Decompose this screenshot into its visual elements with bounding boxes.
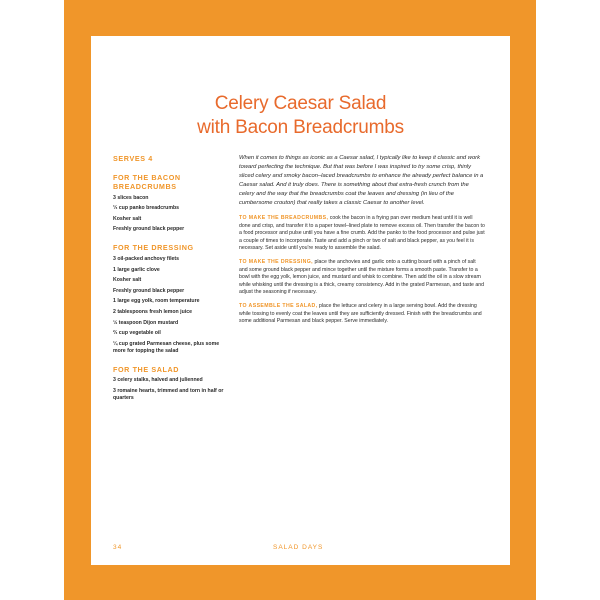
ingredient-item: Freshly ground black pepper <box>113 287 185 294</box>
serves-label: SERVES 4 <box>113 154 153 163</box>
running-title: SALAD DAYS <box>273 544 324 551</box>
ingredient-item: ⅓ cup panko breadcrumbs <box>113 205 180 212</box>
intro-paragraph: When it comes to things as iconic as a Caesar salad, I typically like to keep it classic and work toward perfecting the technique. But that was before I was inspired to try some crisp, thinly sliced celery and smoky bacon–laced breadcrumbs to enhance the already perfect balance in a Caesar salad. And it truly does. There is something about that extra-fresh crunch from the celery and the way that the breadcrumbs coat the leaves and dressing (in lieu of the cumbersome crouton) that really takes a classic Caesar to another level. <box>239 155 484 206</box>
ingredient-group-salad <box>113 365 231 402</box>
ingredient-group-dressing <box>113 243 231 354</box>
ingredient-item: 3 slices bacon <box>113 194 149 201</box>
ingredient-group-bacon <box>113 173 231 233</box>
title-line-1: Celery Caesar Salad <box>214 93 387 114</box>
ingredient-item: 3 oil-packed anchovy filets <box>113 255 180 262</box>
heading-line: FOR THE BACON <box>113 173 181 182</box>
step-assemble <box>239 303 485 326</box>
step-heading: TO ASSEMBLE THE SALAD, <box>239 302 318 309</box>
step-heading: TO MAKE THE DRESSING, <box>239 258 314 265</box>
ingredient-item: ⅔ cup vegetable oil <box>113 330 161 337</box>
recipe-title <box>91 92 510 140</box>
ingredient-item: Freshly ground black pepper <box>113 226 185 233</box>
heading-line: BREADCRUMBS <box>113 182 177 191</box>
step-breadcrumbs <box>239 215 485 253</box>
ingredient-heading: FOR THE SALAD <box>113 364 180 374</box>
ingredients-column <box>113 154 231 412</box>
method-column <box>239 154 485 332</box>
page-number: 34 <box>113 544 123 551</box>
ingredient-item: 3 romaine hearts, trimmed and torn in half or quarters <box>113 387 224 401</box>
ingredient-item: 1 large egg yolk, room temperature <box>113 298 200 305</box>
step-dressing <box>239 259 485 297</box>
ingredient-item: Kosher salt <box>113 215 142 222</box>
ingredient-item: 3 celery stalks, halved and julienned <box>113 377 203 384</box>
ingredient-item: 2 tablespoons fresh lemon juice <box>113 308 192 315</box>
ingredient-item: Kosher salt <box>113 277 142 284</box>
ingredient-item: 1 large garlic clove <box>113 266 160 273</box>
ingredient-item: ½ teaspoon Dijon mustard <box>113 319 179 326</box>
ingredient-heading: FOR THE DRESSING <box>113 243 194 253</box>
step-heading: TO MAKE THE BREADCRUMBS, <box>239 215 329 221</box>
title-line-2: with Bacon Breadcrumbs <box>197 117 404 138</box>
ingredient-item: ¼ cup grated Parmesan cheese, plus some more for topping the salad <box>113 340 220 354</box>
step-text: cook the bacon in a frying pan over medium heat until it is well done and crisp, and transfer it to a paper towel–lined plate to remove excess oil. Then transfer the bacon to a food processor and pulse until you have a fine crumb. Add the panko to the food processor and pulse just a couple of times to incorporate. Taste and add a pinch or two of salt and black pepper, as you feel it is necessary. Set aside until you're ready to assemble the salad. <box>239 215 485 252</box>
step-text: place the lettuce and celery in a large serving bowl. Add the dressing while tossing to evenly coat the leaves until they are sufficiently dressed. Finish with the breadcrumbs and some additional Parmesan and black pepper. Serve immediately. <box>239 302 482 325</box>
ingredient-heading <box>113 173 231 191</box>
book-page <box>91 36 510 565</box>
step-text: place the anchovies and garlic onto a cutting board with a pinch of salt and some ground black pepper and mince together until the mixture forms a smooth paste. Transfer to a bowl with the egg yolk, lemon juice, and mustard and whisk to combine. Then add the oil in a slow stream while whisking until the dressing is a thick, creamy consistency. Add in the grated Parmesan, and taste and adjust the seasoning if necessary. <box>239 258 484 296</box>
